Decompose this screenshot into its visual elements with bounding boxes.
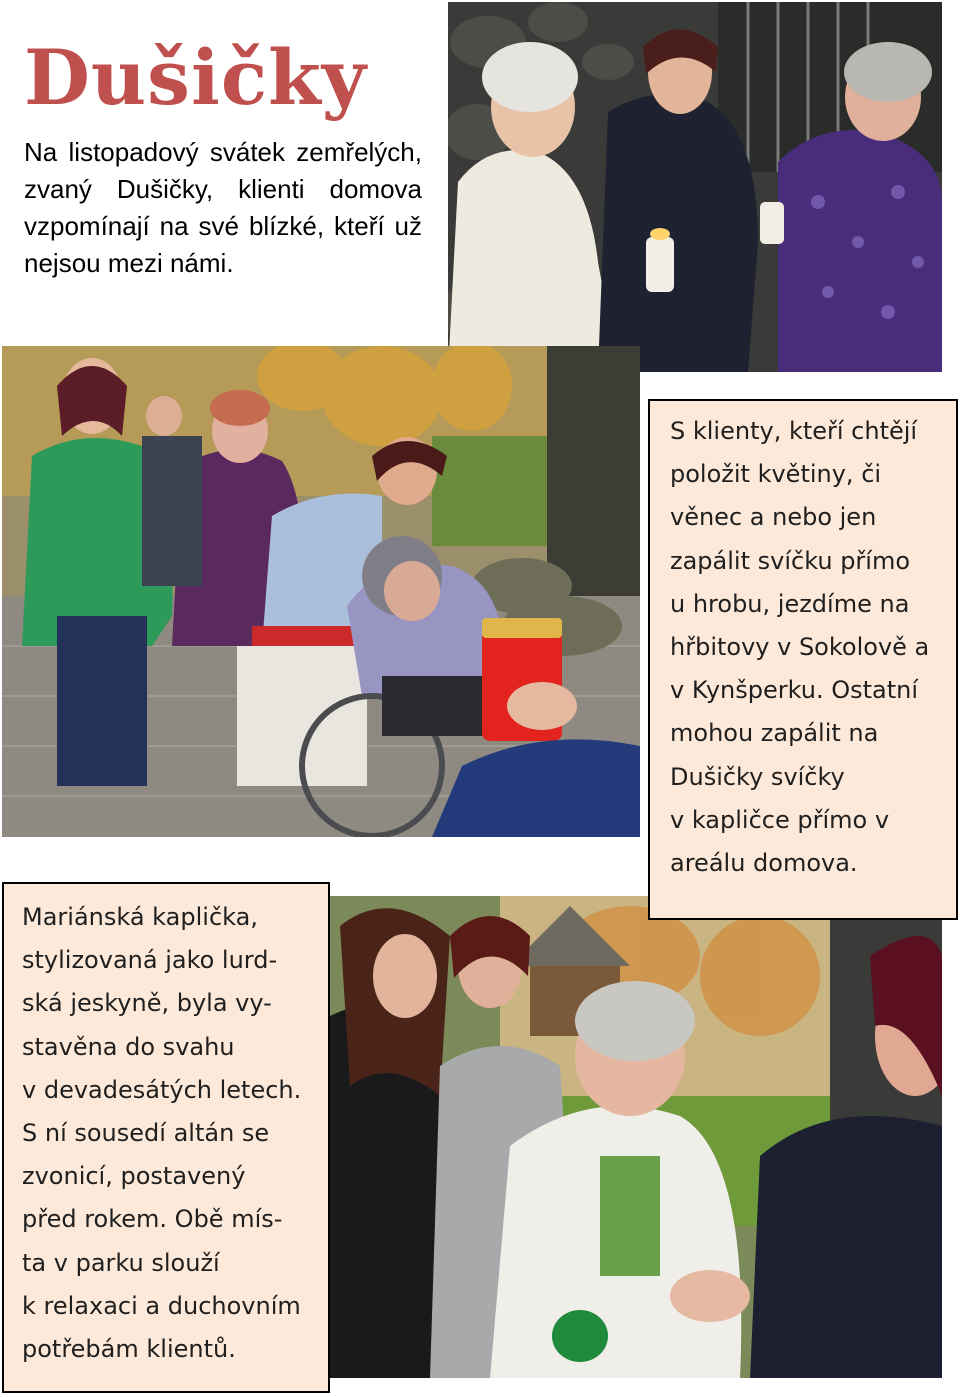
- caption-line: potřebám klientů.: [22, 1335, 236, 1364]
- caption-line: zapálit svíčku přímo: [670, 546, 911, 575]
- page-title: Dušičky: [24, 33, 367, 122]
- caption-line: hřbitovy v Sokolově a: [670, 633, 930, 662]
- caption-line: ta v parku slouží: [22, 1248, 220, 1277]
- caption-line: v kapličce přímo v: [670, 805, 890, 834]
- caption-line: S klienty, kteří chtějí: [670, 417, 918, 445]
- photo-candle-lighting-grotto: [448, 2, 942, 372]
- caption-line: Dušičky svíčky: [670, 762, 845, 791]
- caption-line: stavěna do svahu: [22, 1032, 235, 1061]
- caption-line: S ní sousedí altán se: [22, 1119, 270, 1148]
- caption-line: ská jeskyně, byla vy-: [22, 989, 272, 1018]
- caption-line: stylizovaná jako lurd-: [22, 946, 278, 975]
- caption-line: položit květiny, či: [670, 460, 882, 489]
- caption-line: mohou zapálit na: [670, 719, 879, 748]
- intro-paragraph: Na listopadový svátek zemřelých, zvaný Dušičky, klienti domova vzpomínají na své blízké, kteří už nejsou mezi námi.: [24, 137, 422, 278]
- caption-line: areálu domova.: [670, 849, 858, 878]
- caption-line: před rokem. Obě mís-: [22, 1205, 283, 1234]
- caption-line: v Kynšperku. Ostatní: [670, 676, 919, 705]
- caption-cemetery-visits: [648, 399, 958, 920]
- caption-line: u hrobu, jezdíme na: [670, 589, 910, 618]
- caption-line: zvonicí, postavený: [22, 1162, 246, 1191]
- photo-park-group-wheelchair: [2, 346, 640, 837]
- caption-line: v devadesátých letech.: [22, 1075, 302, 1104]
- caption-marian-chapel: [2, 882, 330, 1393]
- photo-women-with-candles: [330, 896, 942, 1378]
- caption-line: věnec a nebo jen: [670, 503, 877, 532]
- caption-line: Mariánská kaplička,: [22, 903, 258, 931]
- caption-line: k relaxaci a duchovním: [22, 1291, 301, 1320]
